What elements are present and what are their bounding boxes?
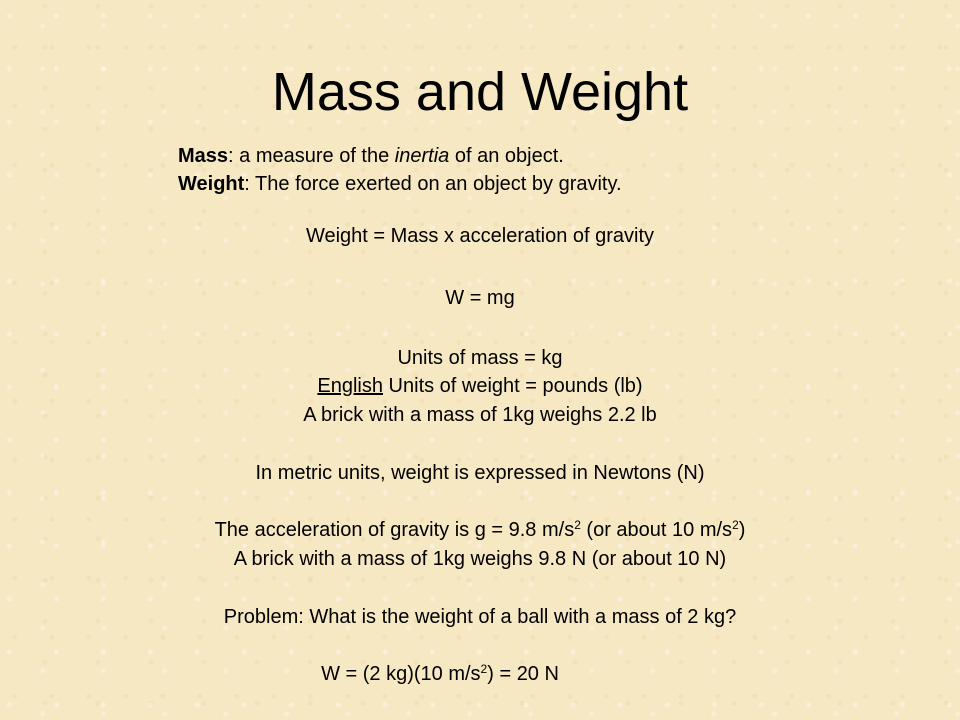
mass-definition-end: of an object. bbox=[449, 145, 564, 167]
formula-words: Weight = Mass x acceleration of gravity bbox=[305, 225, 655, 247]
gravity-text: The acceleration of gravity is g = 9.8 m/s bbox=[214, 519, 575, 541]
solution-result: ) = 20 N bbox=[487, 663, 559, 685]
mass-definition bbox=[178, 142, 622, 170]
units-weight bbox=[0, 372, 960, 400]
solution-text: W = (2 kg)(10 m/s bbox=[321, 663, 481, 685]
weight-definition-text: : The force exerted on an object by gravity. bbox=[244, 173, 622, 195]
gravity-approx-exponent: 2 bbox=[732, 518, 739, 532]
mass-definition-text: : a measure of the bbox=[228, 145, 395, 167]
gravity-close: ) bbox=[738, 519, 746, 541]
gravity-acceleration bbox=[0, 516, 960, 544]
definitions bbox=[178, 142, 622, 198]
brick-weight-pounds: A brick with a mass of 1kg weighs 2.2 lb bbox=[303, 404, 657, 426]
metric-units: In metric units, weight is expressed in Newtons (N) bbox=[255, 462, 705, 484]
solution-exponent: 2 bbox=[480, 662, 488, 676]
brick-weight-newtons: A brick with a mass of 1kg weighs 9.8 N (or about 10 N) bbox=[233, 548, 727, 570]
gravity-exponent: 2 bbox=[574, 518, 581, 532]
weight-definition bbox=[178, 170, 622, 198]
formula: W = mg bbox=[445, 287, 515, 309]
inertia-term: inertia bbox=[394, 145, 450, 167]
solution bbox=[0, 660, 920, 688]
english-label: English bbox=[317, 375, 383, 397]
gravity-approx: (or about 10 m/s bbox=[580, 519, 733, 541]
mass-term: Mass bbox=[178, 145, 229, 167]
units-weight-text: Units of weight = pounds (lb) bbox=[383, 375, 643, 397]
weight-term: Weight bbox=[178, 173, 245, 195]
units-mass: Units of mass = kg bbox=[397, 347, 563, 369]
problem: Problem: What is the weight of a ball with a mass of 2 kg? bbox=[223, 606, 737, 628]
slide-title: Mass and Weight bbox=[271, 62, 689, 122]
